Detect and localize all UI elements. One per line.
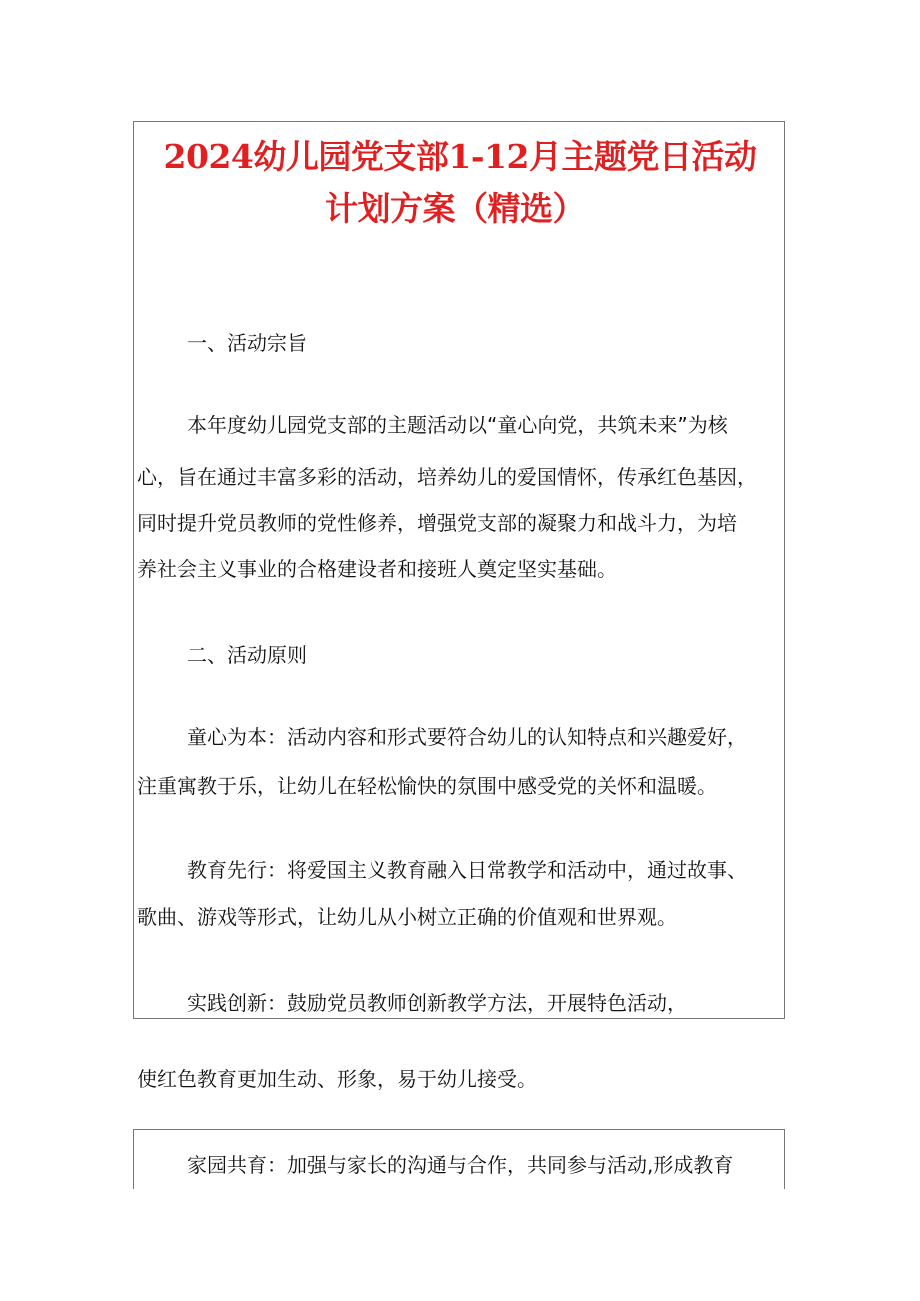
paragraph-education-line1: 教育先行：将爱国主义教育融入日常教学和活动中，通过故事、 [187, 858, 747, 882]
paragraph-childcentered-line2: 注重寓教于乐，让幼儿在轻松愉快的氛围中感受党的关怀和温暖。 [137, 774, 717, 798]
paragraph-purpose-line1: 本年度幼儿园党支部的主题活动以“童心向党，共筑未来”为核 [187, 413, 728, 437]
paragraph-purpose-line3: 同时提升党员教师的党性修养，增强党支部的凝聚力和战斗力，为培 [137, 511, 737, 535]
document-title-line1: 2024幼儿园党支部1-12月主题党日活动 [163, 137, 757, 176]
paragraph-homeschool-line1: 家园共育：加强与家长的沟通与合作，共同参与活动,形成教育 [187, 1153, 734, 1177]
paragraph-purpose-line2: 心，旨在通过丰富多彩的活动，培养幼儿的爱国情怀，传承红色基因， [137, 465, 757, 489]
paragraph-purpose-line4: 养社会主义事业的合格建设者和接班人奠定坚实基础。 [137, 557, 617, 581]
paragraph-innovation-line1: 实践创新：鼓励党员教师创新教学方法，开展特色活动， [187, 991, 687, 1015]
section-heading-principles: 二、活动原则 [187, 643, 307, 667]
paragraph-childcentered-line1: 童心为本：活动内容和形式要符合幼儿的认知特点和兴趣爱好， [187, 725, 747, 749]
document-title-line2: 计划方案（精选） [325, 189, 585, 228]
paragraph-education-line2: 歌曲、游戏等形式，让幼儿从小树立正确的价值观和世界观。 [137, 905, 677, 929]
section-heading-purpose: 一、活动宗旨 [187, 331, 307, 355]
paragraph-innovation-line2: 使红色教育更加生动、形象，易于幼儿接受。 [137, 1067, 537, 1091]
